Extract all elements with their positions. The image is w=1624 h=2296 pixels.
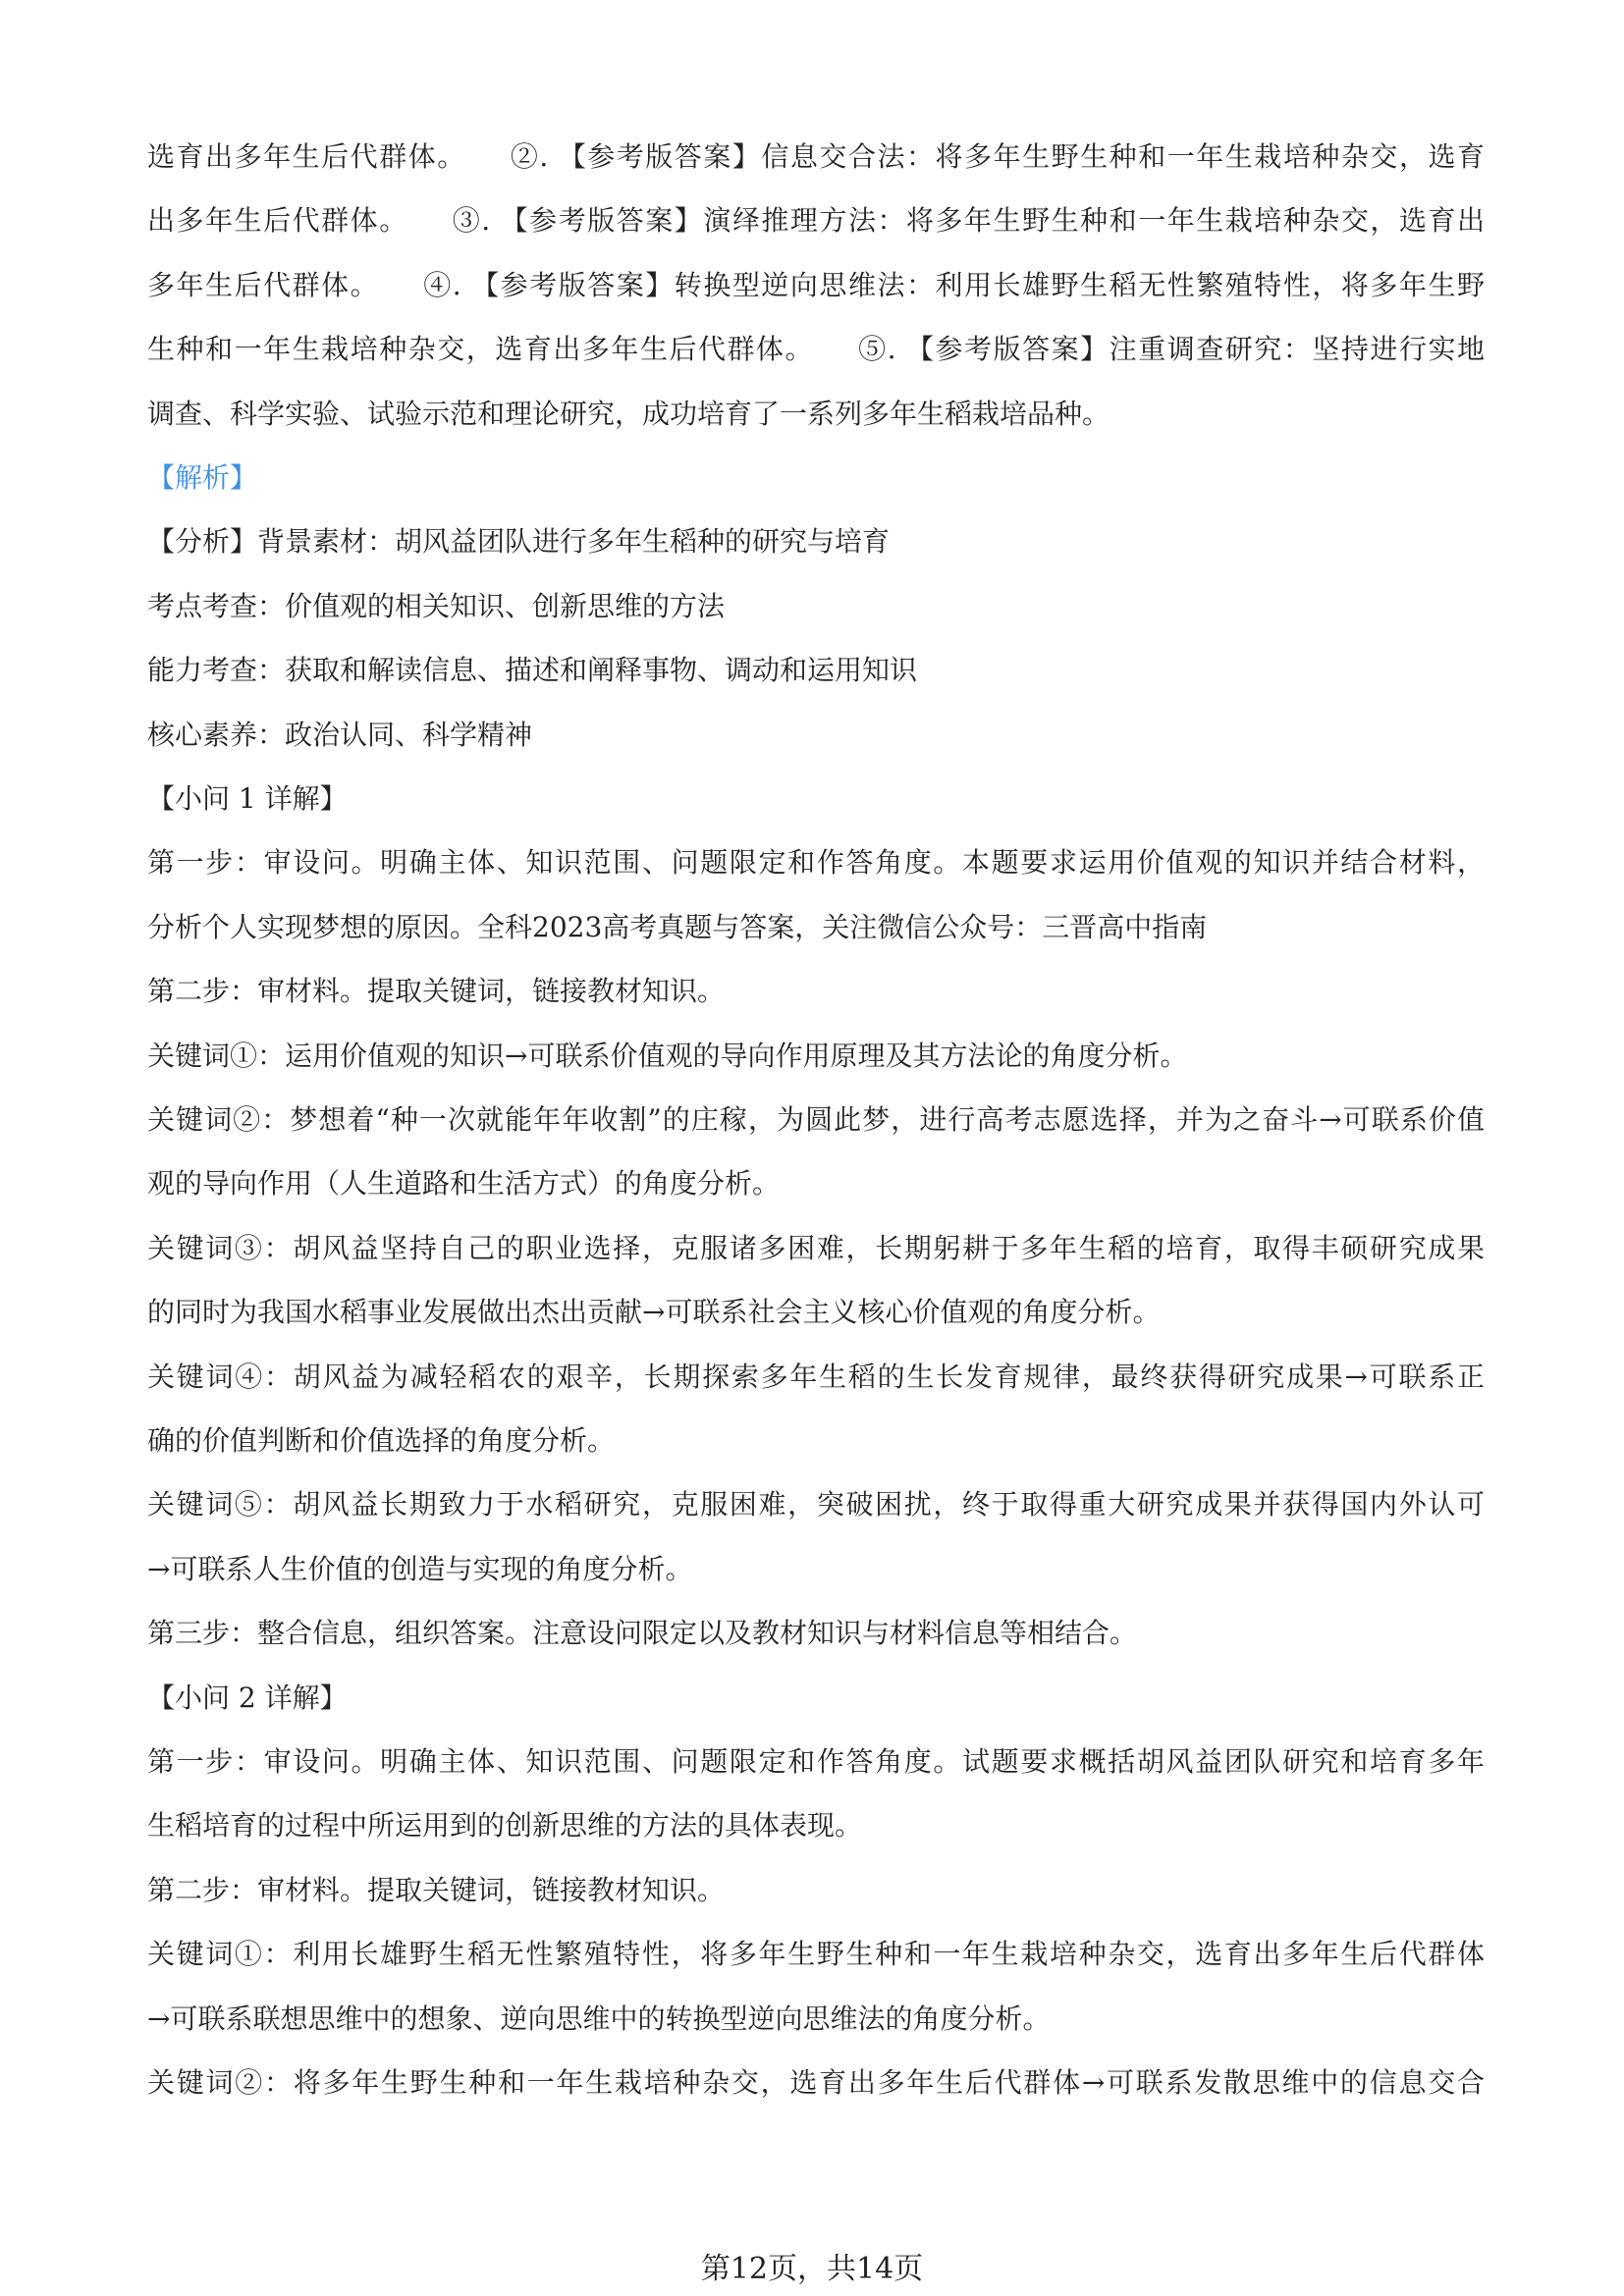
text-line: 确的价值判断和价值选择的角度分析。: [147, 1424, 616, 1457]
text-line: 关键词③：胡风益坚持自己的职业选择，克服诸多困难，长期躬耕于多年生稻的培育，取得丰硕研究成果: [147, 1231, 1485, 1264]
text-line: 第二步：审材料。提取关键词，链接教材知识。: [147, 1873, 726, 1906]
text-line: 出多年生后代群体。 ③. 【参考版答案】演绎推理方法：将多年生野生种和一年生栽培种杂交，选育出: [147, 204, 1485, 238]
text-line: 的同时为我国水稻事业发展做出杰出贡献→可联系社会主义核心价值观的角度分析。: [147, 1296, 1161, 1329]
text-line: 观的导向作用（人生道路和生活方式）的角度分析。: [147, 1167, 781, 1201]
text-line: 关键词①：运用价值观的知识→可联系价值观的导向作用原理及其方法论的角度分析。: [147, 1039, 1188, 1072]
text-line: 生稻培育的过程中所运用到的创新思维的方法的具体表现。: [147, 1809, 863, 1842]
text-line: 调查、科学实验、试验示范和理论研究，成功培育了一系列多年生稻栽培品种。: [147, 397, 1110, 430]
section-heading-analysis: 【解析】: [147, 461, 258, 494]
text-line: 第一步：审设问。明确主体、知识范围、问题限定和作答角度。试题要求概括胡风益团队研究和培育多年: [147, 1745, 1485, 1778]
text-line: 生种和一年生栽培种杂交，选育出多年生后代群体。 ⑤. 【参考版答案】注重调查研究：坚持进行实地: [147, 333, 1485, 366]
text-line: 核心素养：政治认同、科学精神: [147, 718, 533, 751]
page-footer: 第12页，共14页: [700, 2252, 924, 2286]
text-line: 关键词①：利用长雄野生稻无性繁殖特性，将多年生野生种和一年生栽培种杂交，选育出多年生后代群体: [147, 1938, 1485, 1971]
text-line: 第一步：审设问。明确主体、知识范围、问题限定和作答角度。本题要求运用价值观的知识并结合材料，: [147, 846, 1485, 880]
text-line: 【小问 2 详解】: [147, 1681, 348, 1714]
text-line: 关键词②：梦想着“种一次就能年年收割”的庄稼，为圆此梦，进行高考志愿选择，并为之奋斗→可联系价值: [147, 1103, 1485, 1136]
text-line: 关键词④：胡风益为减轻稻农的艰辛，长期探索多年生稻的生长发育规律，最终获得研究成果→可联系正: [147, 1360, 1485, 1393]
text-line: 关键词⑤：胡风益长期致力于水稻研究，克服困难，突破困扰，终于取得重大研究成果并获得国内外认可: [147, 1488, 1485, 1522]
text-line: →可联系联想思维中的想象、逆向思维中的转换型逆向思维法的角度分析。: [147, 2002, 1051, 2035]
text-line: 分析个人实现梦想的原因。全科2023高考真题与答案，关注微信公众号：三晋高中指南: [147, 910, 1208, 943]
text-line: 关键词②：将多年生野生种和一年生栽培种杂交，选育出多年生后代群体→可联系发散思维中的信息交合: [147, 2066, 1485, 2099]
text-line: 多年生后代群体。 ④. 【参考版答案】转换型逆向思维法：利用长雄野生稻无性繁殖特性，将多年生野: [147, 268, 1485, 301]
text-line: 【小问 1 详解】: [147, 782, 348, 815]
text-line: 第二步：审材料。提取关键词，链接教材知识。: [147, 975, 726, 1008]
text-line: 第三步：整合信息，组织答案。注意设问限定以及教材知识与材料信息等相结合。: [147, 1617, 1138, 1650]
text-line: 能力考查：获取和解读信息、描述和阐释事物、调动和运用知识: [147, 654, 918, 687]
text-line: 考点考查：价值观的相关知识、创新思维的方法: [147, 589, 726, 622]
text-line: →可联系人生价值的创造与实现的角度分析。: [147, 1552, 693, 1585]
text-line: 选育出多年生后代群体。 ②. 【参考版答案】信息交合法：将多年生野生种和一年生栽培种杂交，选育: [147, 140, 1485, 173]
text-line: 【分析】背景素材：胡风益团队进行多年生稻种的研究与培育: [147, 525, 891, 559]
